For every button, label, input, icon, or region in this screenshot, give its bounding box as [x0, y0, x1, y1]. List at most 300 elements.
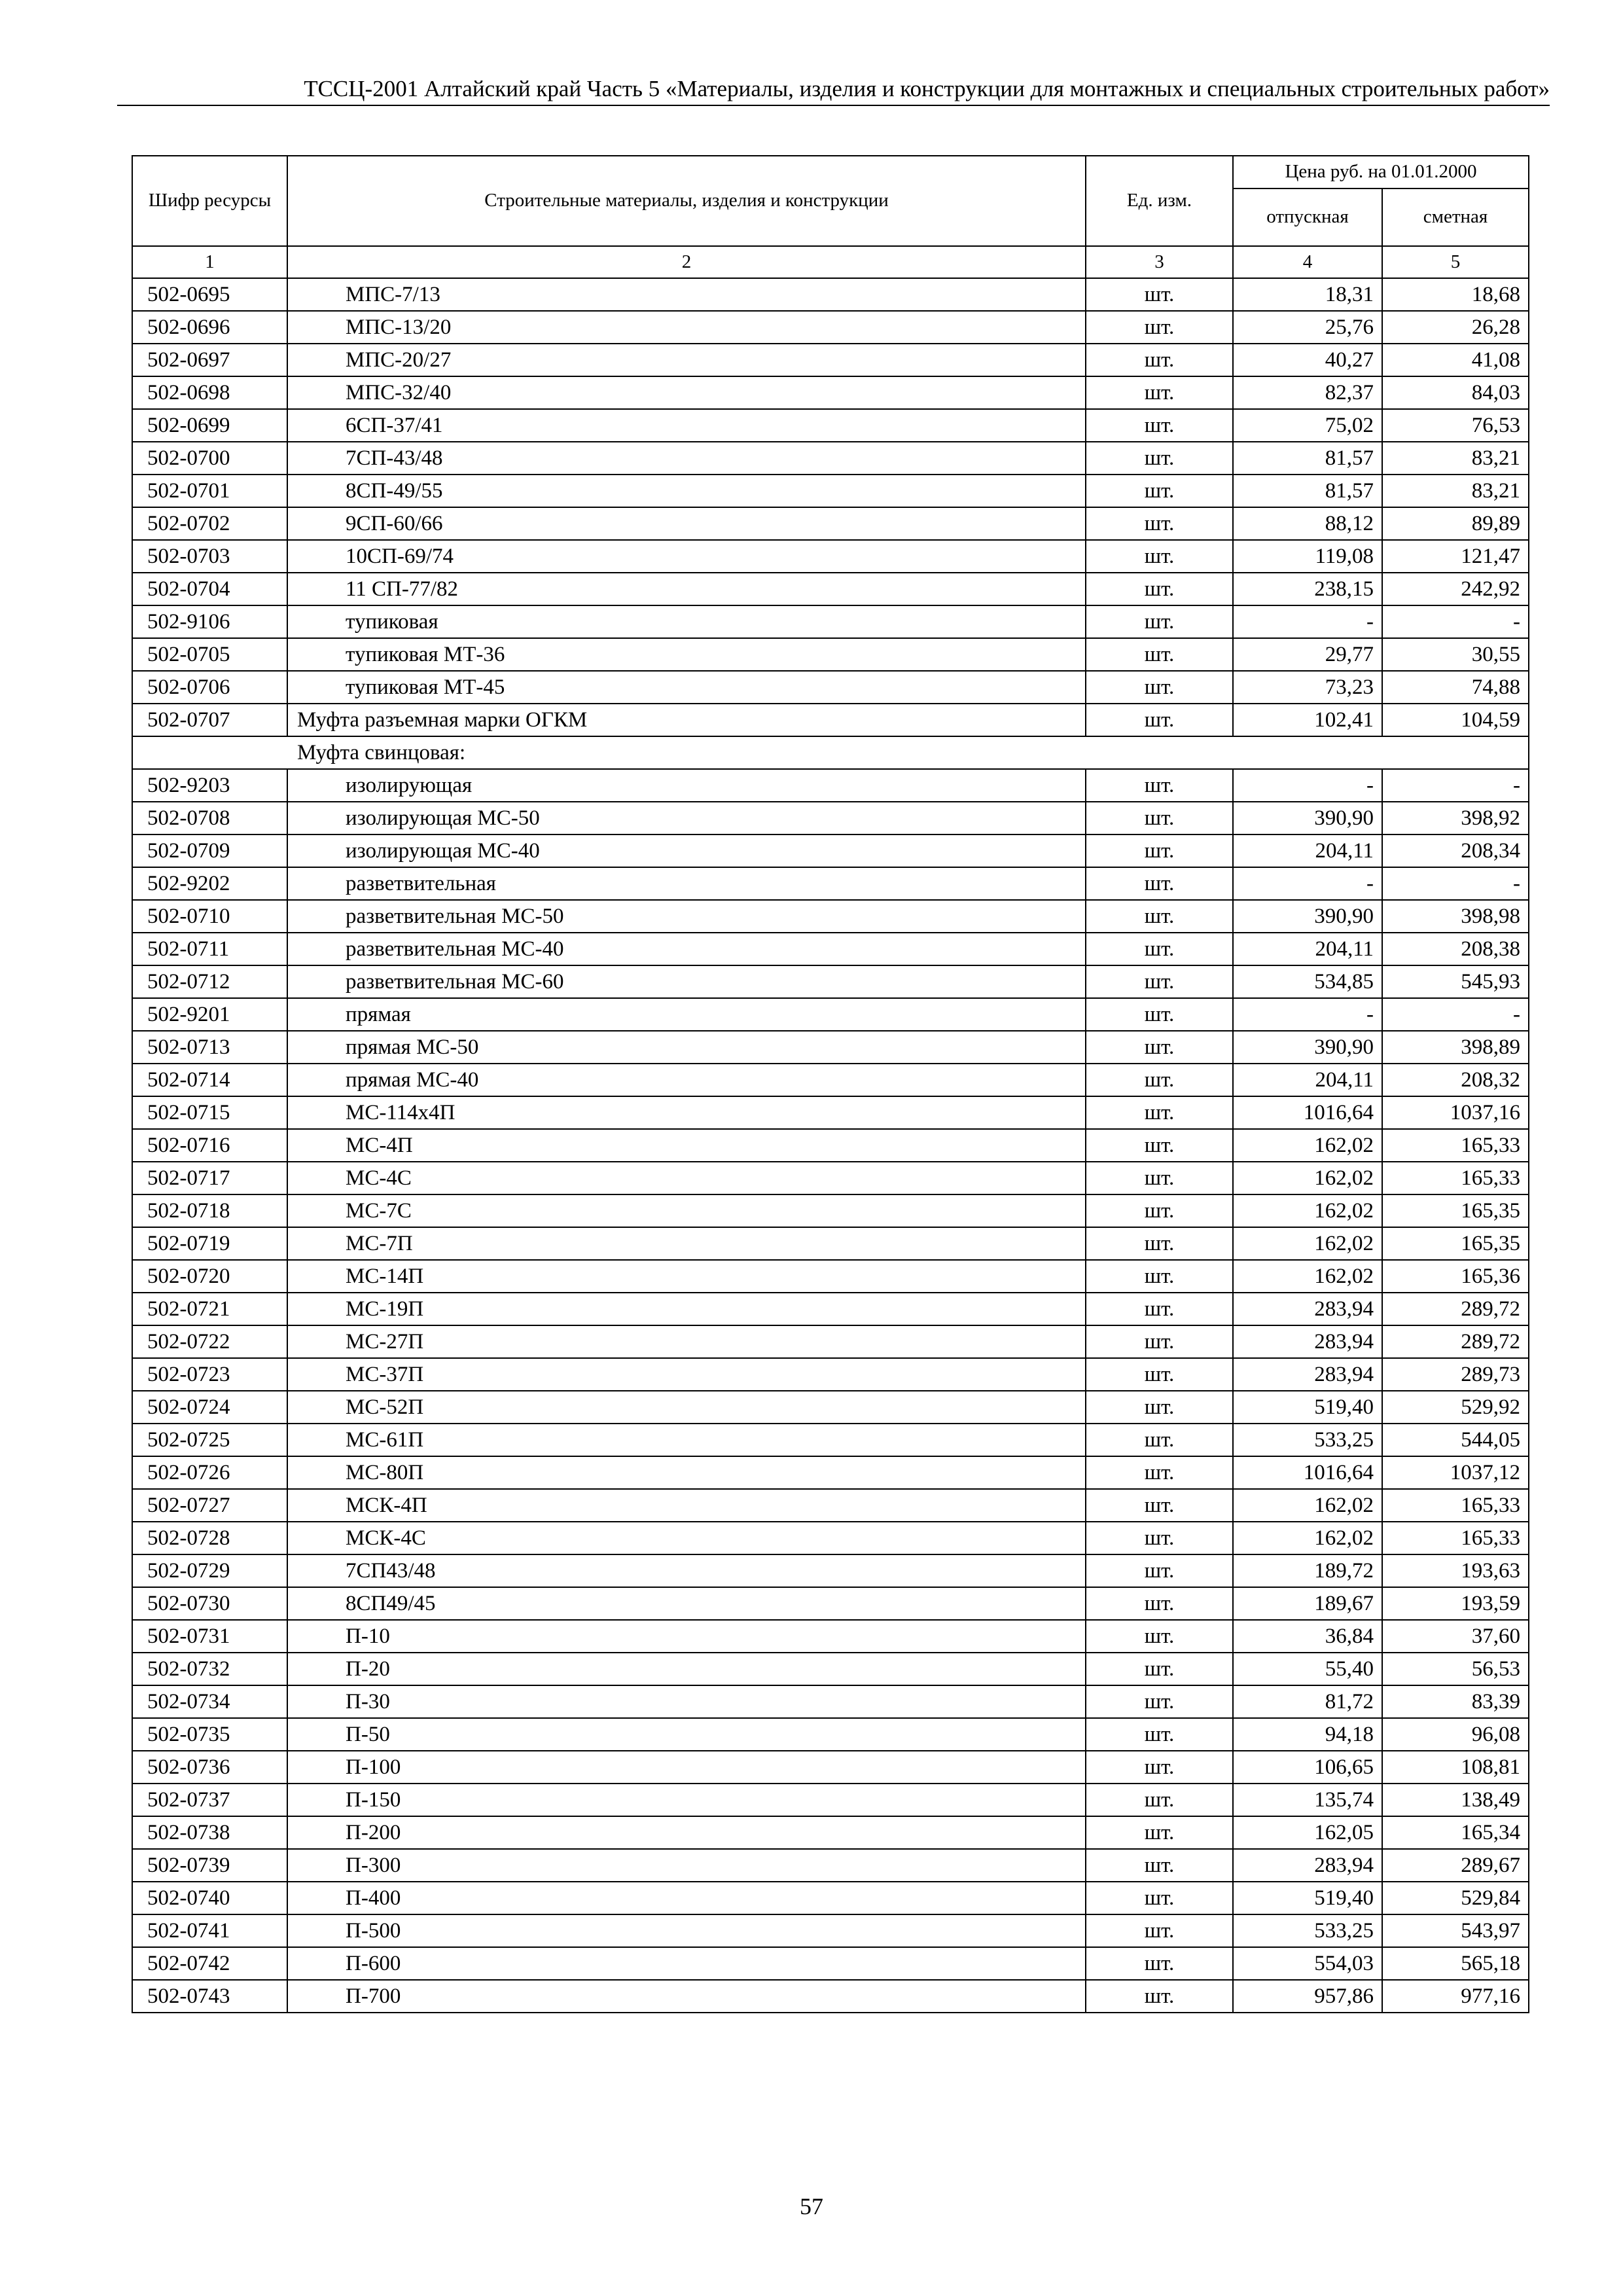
- estimate-price: 289,72: [1382, 1325, 1529, 1358]
- item-name: 9СП-60/66: [287, 507, 1086, 540]
- table-row: [132, 540, 1529, 573]
- release-price: 73,23: [1233, 671, 1382, 704]
- resource-code: 502-0727: [132, 1489, 287, 1522]
- release-price: 82,37: [1233, 376, 1382, 409]
- header-unit: Ед. изм.: [1086, 156, 1233, 246]
- resource-code: 502-0738: [132, 1816, 287, 1849]
- item-name: Муфта разъемная марки ОГКМ: [287, 704, 1086, 736]
- unit: шт.: [1086, 1718, 1233, 1751]
- estimate-price: 208,34: [1382, 834, 1529, 867]
- item-name: П-200: [287, 1816, 1086, 1849]
- item-name: П-50: [287, 1718, 1086, 1751]
- resource-code: 502-0707: [132, 704, 287, 736]
- resource-code: 502-0735: [132, 1718, 287, 1751]
- unit: шт.: [1086, 704, 1233, 736]
- item-name: П-100: [287, 1751, 1086, 1784]
- item-name: тупиковая МТ-45: [287, 671, 1086, 704]
- resource-code: 502-9201: [132, 998, 287, 1031]
- item-name: МС-27П: [287, 1325, 1086, 1358]
- resource-code: 502-0720: [132, 1260, 287, 1293]
- item-name: П-500: [287, 1914, 1086, 1947]
- resource-code: 502-0700: [132, 442, 287, 475]
- table-row: [132, 1293, 1529, 1325]
- unit: шт.: [1086, 1031, 1233, 1064]
- resource-code: 502-0718: [132, 1194, 287, 1227]
- estimate-price: 83,21: [1382, 475, 1529, 507]
- unit: шт.: [1086, 1424, 1233, 1456]
- estimate-price: 165,33: [1382, 1162, 1529, 1194]
- release-price: 189,67: [1233, 1587, 1382, 1620]
- item-name: П-300: [287, 1849, 1086, 1882]
- item-name: разветвительная МС-40: [287, 933, 1086, 965]
- release-price: 204,11: [1233, 1064, 1382, 1096]
- release-price: 36,84: [1233, 1620, 1382, 1653]
- item-name: МС-52П: [287, 1391, 1086, 1424]
- group-title: Муфта свинцовая:: [132, 736, 1529, 769]
- estimate-price: 96,08: [1382, 1718, 1529, 1751]
- table-row: [132, 278, 1529, 311]
- estimate-price: -: [1382, 998, 1529, 1031]
- item-name: изолирующая МС-40: [287, 834, 1086, 867]
- release-price: 283,94: [1233, 1849, 1382, 1882]
- price-table: [132, 155, 1529, 2013]
- table-row: [132, 1784, 1529, 1816]
- release-price: 238,15: [1233, 573, 1382, 605]
- table-row: [132, 1947, 1529, 1980]
- estimate-price: 398,89: [1382, 1031, 1529, 1064]
- resource-code: 502-0698: [132, 376, 287, 409]
- header-release-price: отпускная: [1233, 188, 1382, 246]
- item-name: МС-114х4П: [287, 1096, 1086, 1129]
- resource-code: 502-0699: [132, 409, 287, 442]
- release-price: 102,41: [1233, 704, 1382, 736]
- estimate-price: 165,33: [1382, 1129, 1529, 1162]
- release-price: 189,72: [1233, 1554, 1382, 1587]
- estimate-price: 242,92: [1382, 573, 1529, 605]
- table-row: [132, 1620, 1529, 1653]
- release-price: 283,94: [1233, 1358, 1382, 1391]
- release-price: 554,03: [1233, 1947, 1382, 1980]
- unit: шт.: [1086, 344, 1233, 376]
- estimate-price: 193,63: [1382, 1554, 1529, 1587]
- table-row: [132, 1260, 1529, 1293]
- release-price: 55,40: [1233, 1653, 1382, 1685]
- item-name: МПС-13/20: [287, 311, 1086, 344]
- unit: шт.: [1086, 834, 1233, 867]
- resource-code: 502-0701: [132, 475, 287, 507]
- release-price: 25,76: [1233, 311, 1382, 344]
- item-name: разветвительная МС-50: [287, 900, 1086, 933]
- unit: шт.: [1086, 1980, 1233, 2013]
- item-name: МС-14П: [287, 1260, 1086, 1293]
- resource-code: 502-0734: [132, 1685, 287, 1718]
- release-price: 204,11: [1233, 834, 1382, 867]
- resource-code: 502-0705: [132, 638, 287, 671]
- release-price: 81,72: [1233, 1685, 1382, 1718]
- table-row: [132, 802, 1529, 834]
- column-number: 3: [1086, 246, 1233, 278]
- item-name: изолирующая МС-50: [287, 802, 1086, 834]
- release-price: 162,02: [1233, 1522, 1382, 1554]
- table-row: [132, 1031, 1529, 1064]
- resource-code: 502-0713: [132, 1031, 287, 1064]
- table-row: [132, 475, 1529, 507]
- unit: шт.: [1086, 1456, 1233, 1489]
- estimate-price: 543,97: [1382, 1914, 1529, 1947]
- table-row: [132, 442, 1529, 475]
- release-price: -: [1233, 605, 1382, 638]
- estimate-price: 84,03: [1382, 376, 1529, 409]
- item-name: 10СП-69/74: [287, 540, 1086, 573]
- resource-code: 502-0704: [132, 573, 287, 605]
- release-price: 81,57: [1233, 475, 1382, 507]
- table-row: [132, 1914, 1529, 1947]
- estimate-price: 208,32: [1382, 1064, 1529, 1096]
- release-price: 29,77: [1233, 638, 1382, 671]
- estimate-price: 121,47: [1382, 540, 1529, 573]
- resource-code: 502-0721: [132, 1293, 287, 1325]
- table-row: [132, 671, 1529, 704]
- estimate-price: 108,81: [1382, 1751, 1529, 1784]
- unit: шт.: [1086, 769, 1233, 802]
- unit: шт.: [1086, 1620, 1233, 1653]
- item-name: разветвительная МС-60: [287, 965, 1086, 998]
- table-row: [132, 769, 1529, 802]
- release-price: 204,11: [1233, 933, 1382, 965]
- table-row: [132, 998, 1529, 1031]
- unit: шт.: [1086, 1914, 1233, 1947]
- release-price: 162,02: [1233, 1162, 1382, 1194]
- release-price: 533,25: [1233, 1424, 1382, 1456]
- item-name: 6СП-37/41: [287, 409, 1086, 442]
- unit: шт.: [1086, 1227, 1233, 1260]
- table-row: [132, 1751, 1529, 1784]
- unit: шт.: [1086, 900, 1233, 933]
- unit: шт.: [1086, 1554, 1233, 1587]
- unit: шт.: [1086, 1685, 1233, 1718]
- item-name: прямая МС-40: [287, 1064, 1086, 1096]
- resource-code: 502-0742: [132, 1947, 287, 1980]
- estimate-price: 165,36: [1382, 1260, 1529, 1293]
- table-row: [132, 1554, 1529, 1587]
- release-price: 390,90: [1233, 900, 1382, 933]
- release-price: 162,05: [1233, 1816, 1382, 1849]
- item-name: П-30: [287, 1685, 1086, 1718]
- release-price: 1016,64: [1233, 1456, 1382, 1489]
- table-row: [132, 1194, 1529, 1227]
- table-row: [132, 1718, 1529, 1751]
- estimate-price: 165,35: [1382, 1227, 1529, 1260]
- item-name: П-700: [287, 1980, 1086, 2013]
- table-row: [132, 1522, 1529, 1554]
- page-number: 57: [800, 2193, 823, 2219]
- resource-code: 502-0725: [132, 1424, 287, 1456]
- resource-code: 502-0709: [132, 834, 287, 867]
- resource-code: 502-0695: [132, 278, 287, 311]
- resource-code: 502-0711: [132, 933, 287, 965]
- item-name: 8СП-49/55: [287, 475, 1086, 507]
- estimate-price: 165,34: [1382, 1816, 1529, 1849]
- unit: шт.: [1086, 1816, 1233, 1849]
- unit: шт.: [1086, 278, 1233, 311]
- resource-code: 502-0723: [132, 1358, 287, 1391]
- estimate-price: 83,39: [1382, 1685, 1529, 1718]
- release-price: 40,27: [1233, 344, 1382, 376]
- table-row: [132, 900, 1529, 933]
- estimate-price: 56,53: [1382, 1653, 1529, 1685]
- table-row: [132, 1424, 1529, 1456]
- item-name: изолирующая: [287, 769, 1086, 802]
- item-name: МС-61П: [287, 1424, 1086, 1456]
- resource-code: 502-0708: [132, 802, 287, 834]
- release-price: 162,02: [1233, 1227, 1382, 1260]
- item-name: прямая МС-50: [287, 1031, 1086, 1064]
- item-name: П-10: [287, 1620, 1086, 1653]
- estimate-price: 398,92: [1382, 802, 1529, 834]
- unit: шт.: [1086, 1162, 1233, 1194]
- table-row: [132, 507, 1529, 540]
- item-name: 8СП49/45: [287, 1587, 1086, 1620]
- table-row: [132, 1227, 1529, 1260]
- resource-code: 502-0724: [132, 1391, 287, 1424]
- item-name: МС-4С: [287, 1162, 1086, 1194]
- item-name: П-20: [287, 1653, 1086, 1685]
- group-row: [132, 736, 1529, 769]
- estimate-price: 529,92: [1382, 1391, 1529, 1424]
- table-row: [132, 1456, 1529, 1489]
- resource-code: 502-0717: [132, 1162, 287, 1194]
- release-price: 94,18: [1233, 1718, 1382, 1751]
- resource-code: 502-0696: [132, 311, 287, 344]
- release-price: 1016,64: [1233, 1096, 1382, 1129]
- estimate-price: 76,53: [1382, 409, 1529, 442]
- table-row: [132, 1325, 1529, 1358]
- resource-code: 502-0740: [132, 1882, 287, 1914]
- estimate-price: 26,28: [1382, 311, 1529, 344]
- release-price: 283,94: [1233, 1325, 1382, 1358]
- item-name: тупиковая МТ-36: [287, 638, 1086, 671]
- item-name: МС-37П: [287, 1358, 1086, 1391]
- estimate-price: 165,33: [1382, 1489, 1529, 1522]
- resource-code: 502-0736: [132, 1751, 287, 1784]
- column-number: 1: [132, 246, 287, 278]
- table-row: [132, 344, 1529, 376]
- table-row: [132, 1129, 1529, 1162]
- estimate-price: 544,05: [1382, 1424, 1529, 1456]
- estimate-price: 165,35: [1382, 1194, 1529, 1227]
- unit: шт.: [1086, 1784, 1233, 1816]
- table-row: [132, 1980, 1529, 2013]
- unit: шт.: [1086, 1489, 1233, 1522]
- estimate-price: 74,88: [1382, 671, 1529, 704]
- unit: шт.: [1086, 1064, 1233, 1096]
- header-price-group: Цена руб. на 01.01.2000: [1233, 156, 1529, 188]
- resource-code: 502-0722: [132, 1325, 287, 1358]
- item-name: тупиковая: [287, 605, 1086, 638]
- release-price: 534,85: [1233, 965, 1382, 998]
- release-price: 390,90: [1233, 1031, 1382, 1064]
- column-number: 2: [287, 246, 1086, 278]
- estimate-price: 289,67: [1382, 1849, 1529, 1882]
- table-row: [132, 311, 1529, 344]
- estimate-price: 289,73: [1382, 1358, 1529, 1391]
- estimate-price: 1037,12: [1382, 1456, 1529, 1489]
- item-name: П-600: [287, 1947, 1086, 1980]
- unit: шт.: [1086, 1129, 1233, 1162]
- estimate-price: 138,49: [1382, 1784, 1529, 1816]
- item-name: МСК-4С: [287, 1522, 1086, 1554]
- estimate-price: 30,55: [1382, 638, 1529, 671]
- unit: шт.: [1086, 409, 1233, 442]
- resource-code: 502-9202: [132, 867, 287, 900]
- estimate-price: 398,98: [1382, 900, 1529, 933]
- item-name: 7СП43/48: [287, 1554, 1086, 1587]
- release-price: 957,86: [1233, 1980, 1382, 2013]
- release-price: 106,65: [1233, 1751, 1382, 1784]
- resource-code: 502-0710: [132, 900, 287, 933]
- unit: шт.: [1086, 573, 1233, 605]
- table-row: [132, 1816, 1529, 1849]
- table-row: [132, 965, 1529, 998]
- running-header: ТССЦ-2001 Алтайский край Часть 5 «Материалы, изделия и конструкции для монтажных и специальных строительных работ»: [117, 73, 1550, 106]
- resource-code: 502-0715: [132, 1096, 287, 1129]
- column-number: 5: [1382, 246, 1529, 278]
- table-row: [132, 1391, 1529, 1424]
- resource-code: 502-9203: [132, 769, 287, 802]
- resource-code: 502-9106: [132, 605, 287, 638]
- resource-code: 502-0741: [132, 1914, 287, 1947]
- item-name: МС-4П: [287, 1129, 1086, 1162]
- item-name: МПС-32/40: [287, 376, 1086, 409]
- release-price: 519,40: [1233, 1391, 1382, 1424]
- item-name: 11 СП-77/82: [287, 573, 1086, 605]
- unit: шт.: [1086, 1849, 1233, 1882]
- release-price: 533,25: [1233, 1914, 1382, 1947]
- item-name: П-150: [287, 1784, 1086, 1816]
- estimate-price: 289,72: [1382, 1293, 1529, 1325]
- item-name: МС-80П: [287, 1456, 1086, 1489]
- release-price: 162,02: [1233, 1129, 1382, 1162]
- estimate-price: -: [1382, 867, 1529, 900]
- item-name: разветвительная: [287, 867, 1086, 900]
- resource-code: 502-0716: [132, 1129, 287, 1162]
- resource-code: 502-0730: [132, 1587, 287, 1620]
- estimate-price: 83,21: [1382, 442, 1529, 475]
- table-body: [132, 278, 1529, 2013]
- table-row: [132, 376, 1529, 409]
- unit: шт.: [1086, 442, 1233, 475]
- resource-code: 502-0712: [132, 965, 287, 998]
- item-name: прямая: [287, 998, 1086, 1031]
- estimate-price: -: [1382, 605, 1529, 638]
- header-code: Шифр ресурсы: [132, 156, 287, 246]
- unit: шт.: [1086, 933, 1233, 965]
- table-row: [132, 1882, 1529, 1914]
- release-price: 75,02: [1233, 409, 1382, 442]
- unit: шт.: [1086, 1522, 1233, 1554]
- release-price: -: [1233, 998, 1382, 1031]
- estimate-price: -: [1382, 769, 1529, 802]
- unit: шт.: [1086, 1194, 1233, 1227]
- item-name: П-400: [287, 1882, 1086, 1914]
- unit: шт.: [1086, 507, 1233, 540]
- release-price: 162,02: [1233, 1489, 1382, 1522]
- unit: шт.: [1086, 1751, 1233, 1784]
- item-name: МСК-4П: [287, 1489, 1086, 1522]
- unit: шт.: [1086, 802, 1233, 834]
- unit: шт.: [1086, 475, 1233, 507]
- resource-code: 502-0729: [132, 1554, 287, 1587]
- table-row: [132, 1587, 1529, 1620]
- table-row: [132, 867, 1529, 900]
- unit: шт.: [1086, 1587, 1233, 1620]
- resource-code: 502-0737: [132, 1784, 287, 1816]
- unit: шт.: [1086, 1260, 1233, 1293]
- unit: шт.: [1086, 1391, 1233, 1424]
- table-row: [132, 1653, 1529, 1685]
- table-row: [132, 573, 1529, 605]
- resource-code: 502-0714: [132, 1064, 287, 1096]
- table-row: [132, 638, 1529, 671]
- item-name: 7СП-43/48: [287, 442, 1086, 475]
- table-row: [132, 1064, 1529, 1096]
- table-row: [132, 1162, 1529, 1194]
- unit: шт.: [1086, 867, 1233, 900]
- estimate-price: 1037,16: [1382, 1096, 1529, 1129]
- unit: шт.: [1086, 1358, 1233, 1391]
- item-name: МПС-7/13: [287, 278, 1086, 311]
- item-name: МПС-20/27: [287, 344, 1086, 376]
- release-price: 81,57: [1233, 442, 1382, 475]
- estimate-price: 977,16: [1382, 1980, 1529, 2013]
- unit: шт.: [1086, 998, 1233, 1031]
- resource-code: 502-0719: [132, 1227, 287, 1260]
- unit: шт.: [1086, 1293, 1233, 1325]
- unit: шт.: [1086, 1325, 1233, 1358]
- resource-code: 502-0697: [132, 344, 287, 376]
- resource-code: 502-0732: [132, 1653, 287, 1685]
- item-name: МС-7П: [287, 1227, 1086, 1260]
- release-price: 162,02: [1233, 1194, 1382, 1227]
- release-price: 119,08: [1233, 540, 1382, 573]
- table-row: [132, 605, 1529, 638]
- table-row: [132, 1358, 1529, 1391]
- unit: шт.: [1086, 376, 1233, 409]
- release-price: -: [1233, 867, 1382, 900]
- resource-code: 502-0739: [132, 1849, 287, 1882]
- header-estimate-price: сметная: [1382, 188, 1529, 246]
- resource-code: 502-0743: [132, 1980, 287, 2013]
- item-name: МС-7С: [287, 1194, 1086, 1227]
- resource-code: 502-0706: [132, 671, 287, 704]
- unit: шт.: [1086, 540, 1233, 573]
- estimate-price: 565,18: [1382, 1947, 1529, 1980]
- estimate-price: 529,84: [1382, 1882, 1529, 1914]
- release-price: 390,90: [1233, 802, 1382, 834]
- unit: шт.: [1086, 671, 1233, 704]
- table-row: [132, 1849, 1529, 1882]
- estimate-price: 18,68: [1382, 278, 1529, 311]
- estimate-price: 104,59: [1382, 704, 1529, 736]
- estimate-price: 545,93: [1382, 965, 1529, 998]
- release-price: 135,74: [1233, 1784, 1382, 1816]
- unit: шт.: [1086, 605, 1233, 638]
- estimate-price: 193,59: [1382, 1587, 1529, 1620]
- release-price: 283,94: [1233, 1293, 1382, 1325]
- unit: шт.: [1086, 1947, 1233, 1980]
- table-row: [132, 409, 1529, 442]
- estimate-price: 37,60: [1382, 1620, 1529, 1653]
